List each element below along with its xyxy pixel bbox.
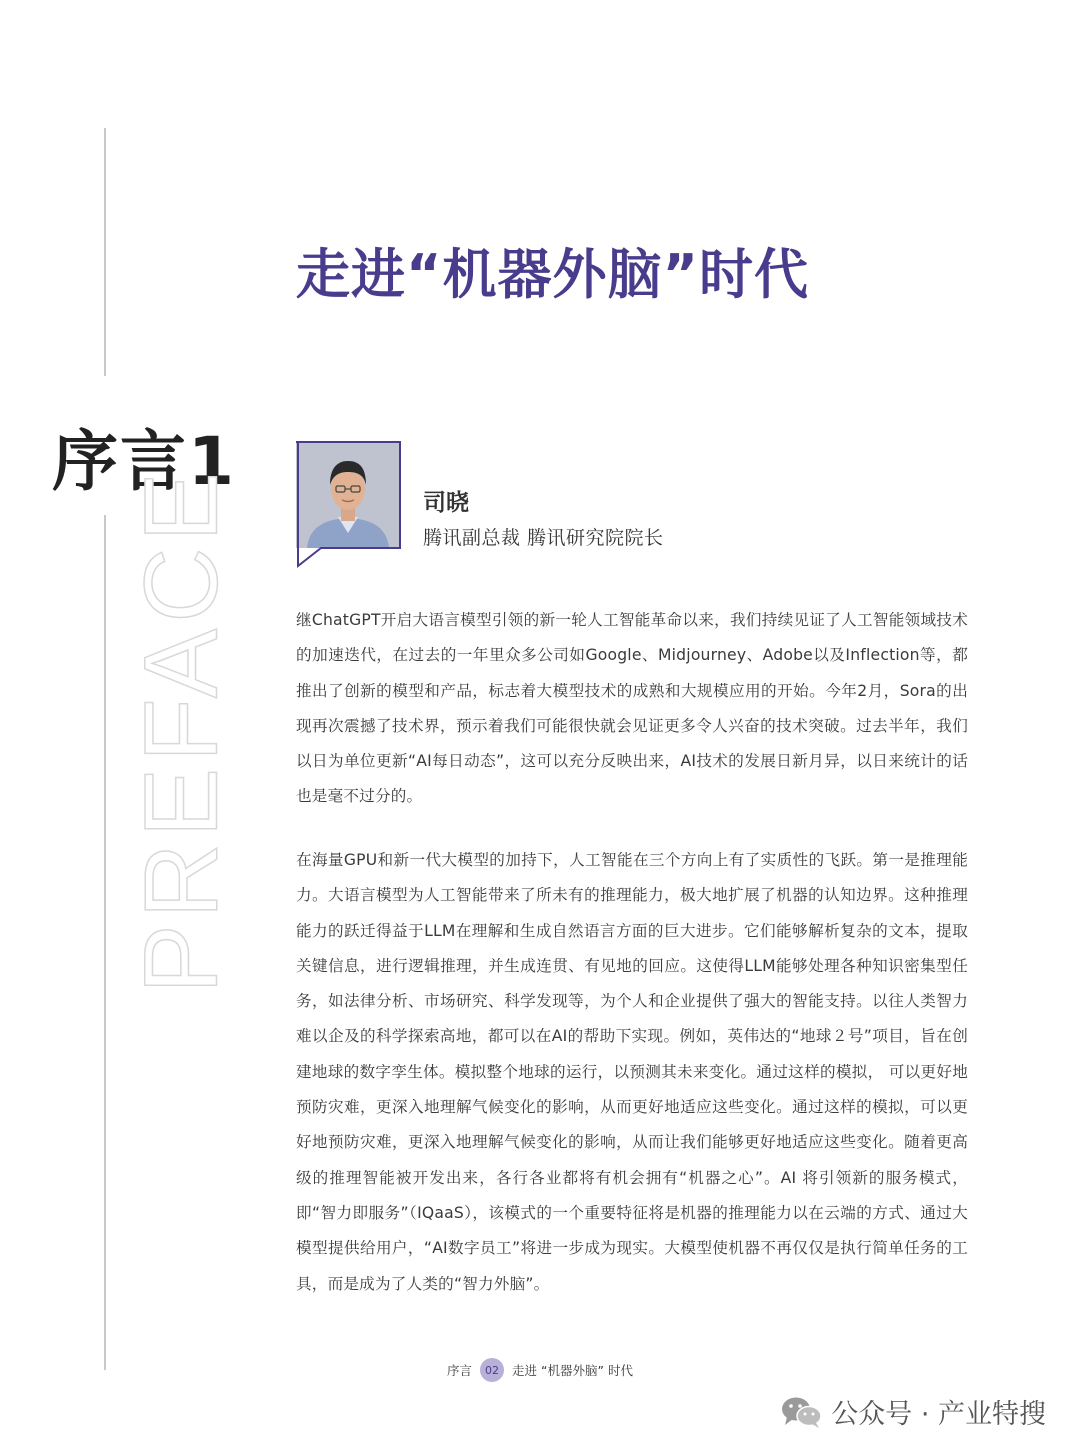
left-divider-top (104, 128, 106, 376)
footer-chapter: 走进 “机器外脑” 时代 (512, 1363, 633, 1378)
section-label: 序言1 (52, 423, 236, 500)
author-name: 司晓 (423, 490, 469, 516)
footer-section: 序言 (447, 1363, 473, 1378)
preface-watermark: PREFACE (123, 466, 240, 994)
author-title: 腾讯副总裁 腾讯研究院院长 (423, 527, 664, 549)
wechat-watermark (781, 1392, 1046, 1431)
page-footer (0, 1358, 1080, 1382)
left-divider-bottom (104, 515, 106, 1370)
body-paragraph-2: 在海量GPU和新一代大模型的加持下，人工智能在三个方向上有了实质性的飞跃。第一是推理能力。大语言模型为人工智能带来了所未有的推理能力，极大地扩展了机器的认知边界。这种推理能力的跃迁得益于LLM在理解和生成自然语言方面的巨大进步。它们能够解析复杂的文本，提取关键信息，进行逻辑推理，并生成连贯、有见地的回应。这使得LLM能够处理各种知识密集型任务，如法律分析、市场研究、科学发现等，为个人和企业提供了强大的智能支持。以往人类智力难以企及的科学探索高地，都可以在AI的帮助下实现。例如，英伟达的“地球２号”项目，旨在创建地球的数字孪生体。模拟整个地球的运行，以预测其未来变化。通过这样的模拟， 可以更好地预防灾难，更深入地理解气候变化的影响，从而更好地适应这些变化。通过这样的模拟，可以更好地预防灾难，更深入地理解气候变化的影响，从而让我们能够更好地适应这些变化。随着更高级的推理智能被开发出来，各行各业都将有机会拥有“机器之心”。AI 将引领新的服务模式，即“智力即服务”（IQaaS），该模式的一个重要特征将是机器的推理能力以在云端的方式、通过大模型提供给用户，“AI数字员工”将进一步成为现实。大模型使机器不再仅仅是执行简单任务的工具，而是成为了人类的“智力外脑”。 (296, 851, 968, 1293)
author-portrait (295, 441, 403, 569)
wechat-watermark-text: 公众号 · 产业特搜 (831, 1399, 1046, 1430)
body-paragraph-1: 继ChatGPT开启大语言模型引领的新一轮人工智能革命以来，我们持续见证了人工智能领域技术的加速迭代，在过去的一年里众多公司如Google、Midjourney、Adobe以及Inflection等，都推出了创新的模型和产品，标志着大模型技术的成熟和大规模应用的开始。今年2月，Sora的出现再次震撼了技术界，预示着我们可能很快就会见证更多令人兴奋的技术突破。过去半年，我们以日为单位更新“AI每日动态”，这可以充分反映出来，AI技术的发展日新月异，以日来统计的话也是毫不过分的。 (296, 611, 968, 806)
wechat-icon (781, 1395, 823, 1429)
page-number-badge: 02 (480, 1358, 504, 1382)
page-title: 走进“机器外脑”时代 (296, 243, 809, 307)
